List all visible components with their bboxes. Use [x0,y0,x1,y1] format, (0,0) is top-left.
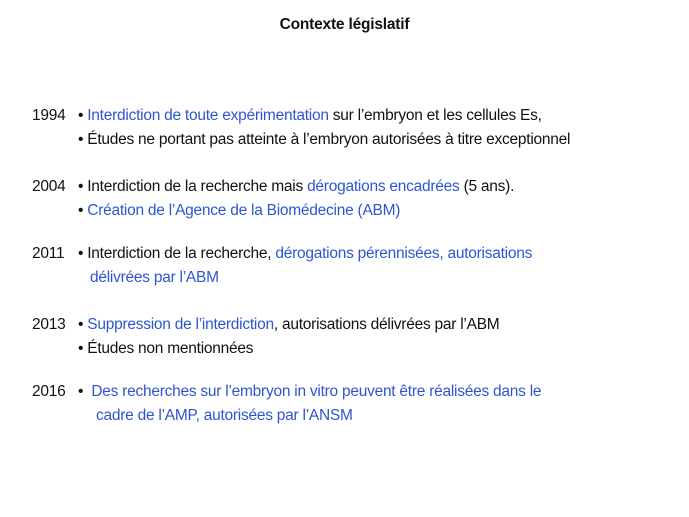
highlight-text: cadre de l’AMP, autorisées par l’ANSM [96,407,353,424]
entry-line-text [78,104,542,128]
plain-text: (5 ans). [459,178,515,195]
entry-line-text [78,313,499,337]
bullet: • [78,245,84,262]
entry-line [32,128,682,152]
bullet: • [78,178,84,195]
entry-line [32,175,682,199]
plain-text: Études non mentionnées [87,340,254,357]
plain-text: Interdiction de la recherche, [87,245,276,262]
highlight-text: Suppression de l’interdiction [87,316,274,333]
year-label: 1994 [32,107,66,124]
entry-line [32,199,682,223]
year-label: 2004 [32,178,66,195]
entry-line [32,313,682,337]
entry-line [32,242,682,266]
entry-line-text [78,380,541,404]
entry-line-text [78,242,532,266]
entry-line-text [96,404,353,428]
bullet: • [78,340,84,357]
highlight-text: délivrées par l’ABM [90,269,219,286]
entry-line-text [90,266,219,290]
bullet: • [78,316,84,333]
highlight-text: dérogations encadrées [307,178,460,195]
entry-line [32,380,682,404]
timeline-entry-2011 [32,242,682,290]
bullet: • [78,131,84,148]
entry-line-text [78,337,253,361]
highlight-text: Interdiction de toute expérimentation [87,107,329,124]
bullet: • [78,202,84,219]
entry-line [32,404,682,428]
entry-line-text [78,175,514,199]
plain-text: sur l’embryon et les cellules Es, [328,107,542,124]
bullet: • [78,107,84,124]
timeline-entry-1994 [32,104,682,152]
entry-line [32,337,682,361]
entry-line [32,104,682,128]
timeline-entry-2013 [32,313,682,361]
bullet: • [78,383,84,400]
year-label: 2011 [32,245,65,262]
plain-text: , autorisations délivrées par l’ABM [273,316,500,333]
entry-line [32,266,682,290]
entry-line-text [78,199,400,223]
entry-line-text [78,128,570,152]
plain-text: Interdiction de la recherche mais [87,178,308,195]
highlight-text: Des recherches sur l’embryon in vitro peuvent être réalisées dans le [91,383,542,400]
slide-title: Contexte législatif [279,16,410,33]
highlight-text: dérogations pérennisées, autorisations [275,245,533,262]
year-label: 2016 [32,383,66,400]
year-label: 2013 [32,316,66,333]
timeline-entry-2016 [32,380,682,428]
plain-text: Études ne portant pas atteinte à l’embryon autorisées à titre exceptionnel [87,131,571,148]
timeline-entry-2004 [32,175,682,223]
highlight-text: Création de l’Agence de la Biomédecine (ABM) [87,202,401,219]
